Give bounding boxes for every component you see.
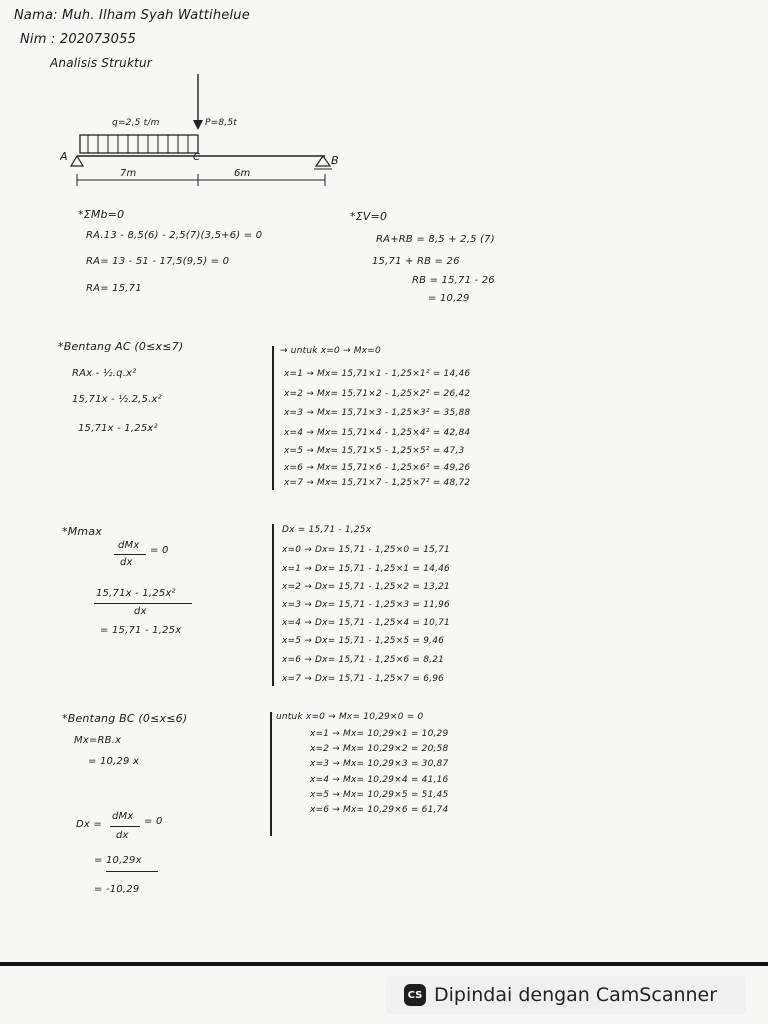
bc-table-row: x=3 → Mx= 10,29×3 = 30,87 — [310, 759, 449, 769]
page-bottom-edge — [0, 962, 768, 966]
dx-table-row: x=3 → Dx= 15,71 - 1,25×3 = 11,96 — [282, 600, 450, 610]
point-b-label: B — [331, 154, 339, 167]
bc-dx-lhs: Dx = — [76, 819, 102, 830]
mmax-frac1-rhs: = 0 — [150, 545, 169, 556]
ac-table-row: x=4 → Mx= 15,71×4 - 1,25×4² = 42,84 — [284, 428, 471, 438]
bc-dx-result: = -10,29 — [94, 884, 140, 895]
fraction-bar — [106, 871, 158, 872]
bc-dx-num: dMx — [112, 811, 134, 822]
vertical-eq-line: RB = 15,71 - 26 — [412, 275, 495, 286]
point-c-label: C — [193, 152, 201, 163]
ac-table-row: x=1 → Mx= 15,71×1 - 1,25×1² = 14,46 — [284, 369, 471, 379]
mmax-frac2-den: dx — [134, 606, 147, 617]
mmax-title: *Mmax — [62, 525, 102, 538]
bc-table-divider — [270, 712, 272, 836]
vertical-eq-line: 15,71 + RB = 26 — [372, 256, 460, 267]
bc-dx-step: = 10,29x — [94, 855, 142, 866]
camscanner-logo-icon: CS — [404, 984, 426, 1006]
camscanner-watermark — [386, 976, 746, 1014]
subject-title: Analisis Struktur — [50, 56, 152, 70]
dx-table-row: x=5 → Dx= 15,71 - 1,25×5 = 9,46 — [282, 636, 445, 646]
beam-diagram — [55, 70, 355, 190]
bc-table-row: x=4 → Mx= 10,29×4 = 41,16 — [310, 775, 449, 785]
bc-dx-den: dx — [116, 830, 129, 841]
camscanner-text: Dipindai dengan CamScanner — [434, 984, 718, 1006]
distributed-load-label: q=2,5 t/m — [112, 118, 160, 128]
bentang-ac-line: 15,71x - ½.2,5.x² — [72, 394, 162, 405]
span-ac-label: 7m — [120, 168, 137, 179]
mmax-result: = 15,71 - 1,25x — [100, 625, 182, 636]
dx-table-row: x=6 → Dx= 15,71 - 1,25×6 = 8,21 — [282, 655, 445, 665]
bc-table-row: untuk x=0 → Mx= 10,29×0 = 0 — [276, 712, 424, 722]
ac-table-row: → untuk x=0 → Mx=0 — [280, 346, 381, 356]
ac-table-row: x=2 → Mx= 15,71×2 - 1,25×2² = 26,42 — [284, 389, 471, 399]
moment-eq-title: *ΣMb=0 — [78, 208, 125, 221]
dx-table-row: x=1 → Dx= 15,71 - 1,25×1 = 14,46 — [282, 564, 450, 574]
vertical-eq-title: *ΣV=0 — [350, 210, 388, 223]
ac-table-row: x=3 → Mx= 15,71×3 - 1,25×3² = 35,88 — [284, 408, 471, 418]
bentang-ac-title: *Bentang AC (0≤x≤7) — [58, 340, 184, 353]
vertical-eq-line: = 10,29 — [428, 293, 470, 304]
ac-table-row: x=6 → Mx= 15,71×6 - 1,25×6² = 49,26 — [284, 463, 471, 473]
fraction-bar — [110, 826, 140, 827]
point-a-label: A — [60, 150, 68, 163]
fraction-bar — [114, 554, 146, 555]
bc-table-row: x=2 → Mx= 10,29×2 = 20,58 — [310, 744, 449, 754]
bentang-bc-line: = 10,29 x — [88, 756, 140, 767]
dx-table-row: x=0 → Dx= 15,71 - 1,25×0 = 15,71 — [282, 545, 450, 555]
ac-table-divider — [272, 346, 274, 490]
bc-table-row: x=6 → Mx= 10,29×6 = 61,74 — [310, 805, 449, 815]
mmax-frac1-num: dMx — [118, 540, 140, 551]
bc-table-row: x=5 → Mx= 10,29×5 = 51,45 — [310, 790, 449, 800]
mmax-table-divider — [272, 524, 274, 686]
dx-table-row: Dx = 15,71 - 1,25x — [282, 525, 372, 535]
ac-table-row: x=5 → Mx= 15,71×5 - 1,25×5² = 47,3 — [284, 446, 465, 456]
mmax-frac2-num: 15,71x - 1,25x² — [96, 588, 176, 599]
fraction-bar — [94, 603, 192, 604]
moment-eq-line: RA= 15,71 — [86, 283, 142, 294]
moment-eq-line: RA.13 - 8,5(6) - 2,5(7)(3,5+6) = 0 — [86, 230, 263, 241]
ac-table-row: x=7 → Mx= 15,71×7 - 1,25×7² = 48,72 — [284, 478, 471, 488]
vertical-eq-line: RA+RB = 8,5 + 2,5 (7) — [376, 234, 495, 245]
moment-eq-line: RA= 13 - 51 - 17,5(9,5) = 0 — [86, 256, 230, 267]
dx-table-row: x=2 → Dx= 15,71 - 1,25×2 = 13,21 — [282, 582, 450, 592]
bentang-bc-title: *Bentang BC (0≤x≤6) — [62, 712, 188, 725]
bentang-ac-line: RAx - ½.q.x² — [72, 368, 137, 379]
bentang-bc-line: Mx=RB.x — [74, 735, 122, 746]
bc-dx-rhs: = 0 — [144, 816, 163, 827]
span-cb-label: 6m — [234, 168, 251, 179]
nim-line: Nim : 202073055 — [20, 32, 137, 47]
bentang-ac-line: 15,71x - 1,25x² — [78, 423, 158, 434]
dx-table-row: x=7 → Dx= 15,71 - 1,25×7 = 6,96 — [282, 674, 445, 684]
point-load-label: P=8,5t — [205, 118, 238, 128]
name-line: Nama: Muh. Ilham Syah Wattihelue — [14, 8, 250, 23]
dx-table-row: x=4 → Dx= 15,71 - 1,25×4 = 10,71 — [282, 618, 450, 628]
bc-table-row: x=1 → Mx= 10,29×1 = 10,29 — [310, 729, 449, 739]
mmax-frac1-den: dx — [120, 557, 133, 568]
